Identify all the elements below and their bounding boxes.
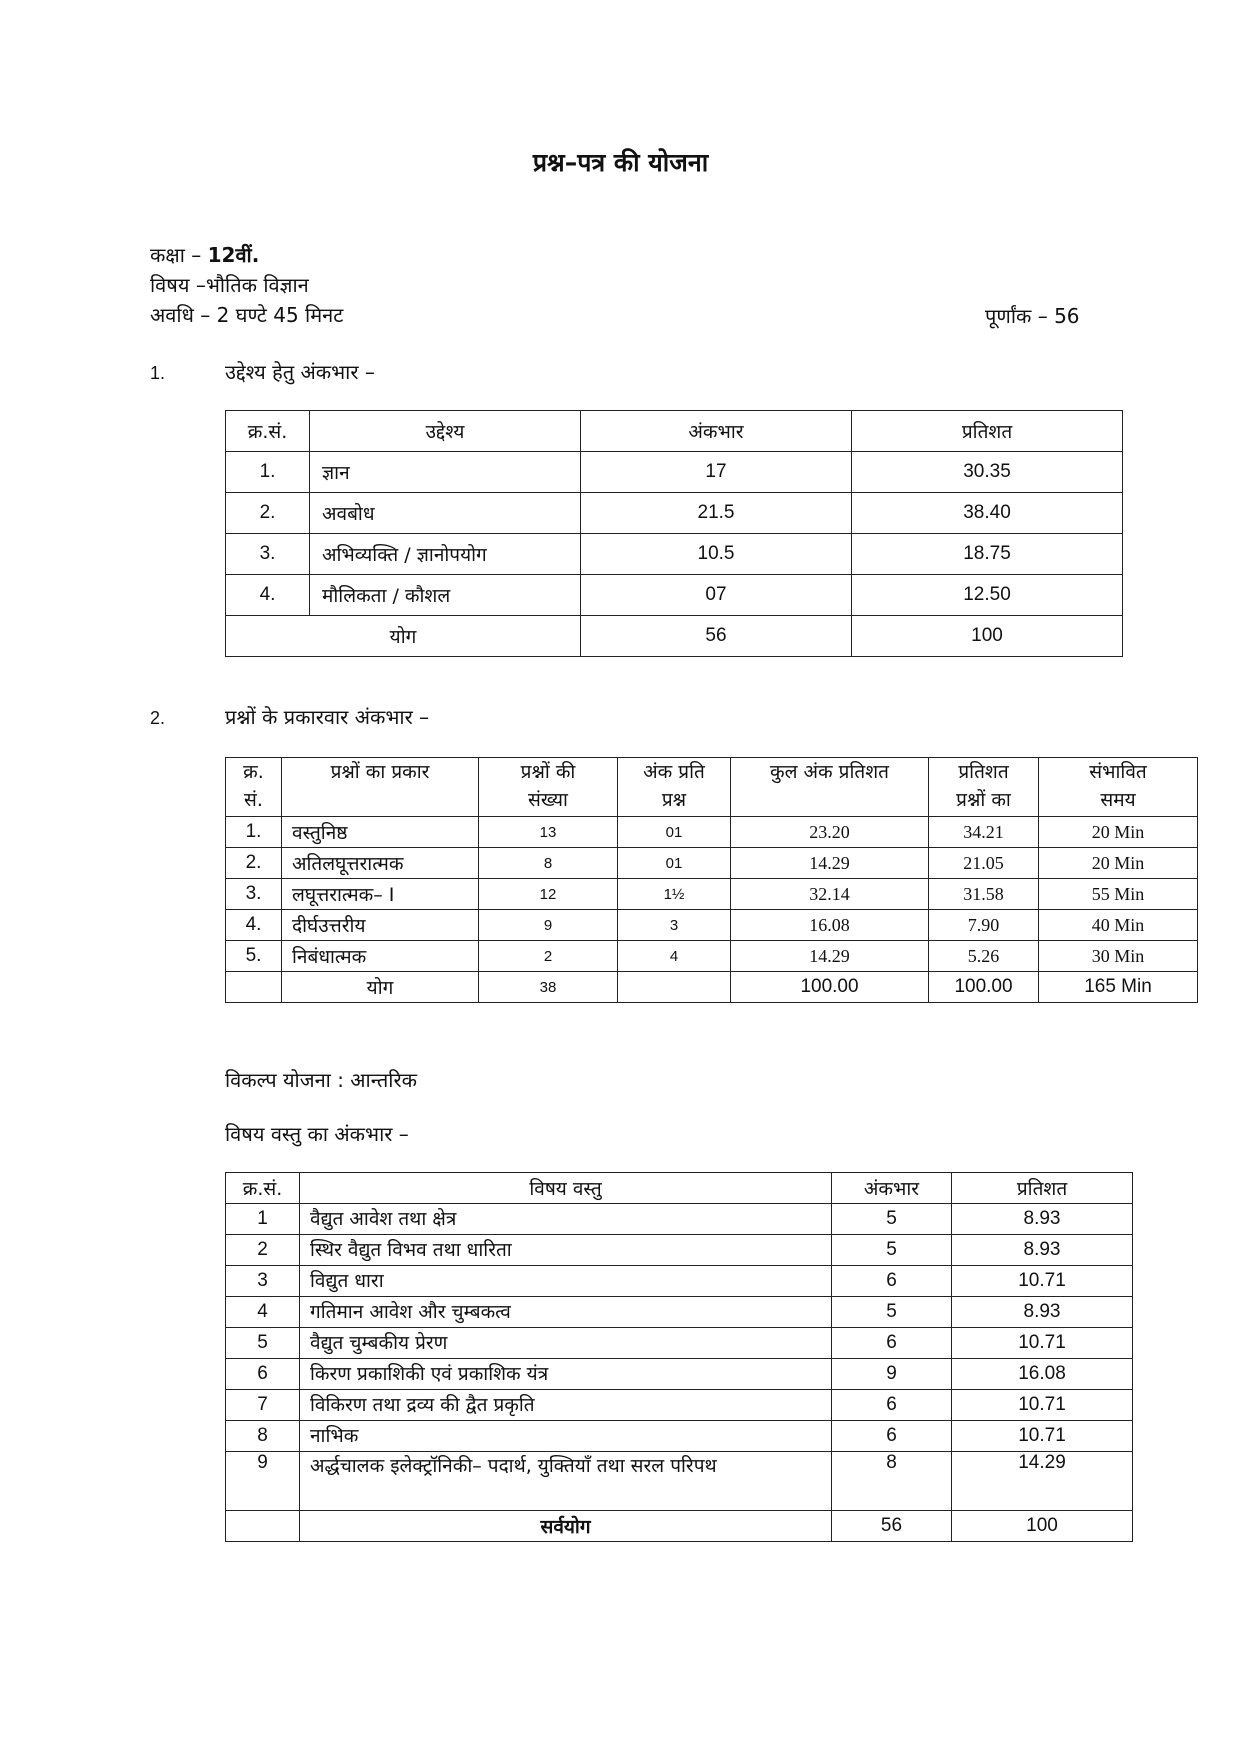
row-marks-per-question: 1½ — [618, 879, 731, 910]
row-marks: 17 — [581, 452, 852, 493]
row-total-marks-percent: 14.29 — [731, 848, 929, 879]
row-sno: 1. — [226, 817, 282, 848]
row-question-count: 2 — [479, 941, 618, 972]
table-row — [226, 575, 1123, 616]
class-line — [150, 240, 259, 270]
row-topic: वैद्युत चुम्बकीय प्रेरण — [300, 1328, 832, 1359]
row-sno: 1 — [226, 1204, 300, 1235]
row-question-percent: 5.26 — [929, 941, 1039, 972]
row-question-percent: 34.21 — [929, 817, 1039, 848]
row-marks-per-question: 01 — [618, 817, 731, 848]
header-marks: अंकभार — [581, 411, 852, 452]
row-expected-time: 20 Min — [1039, 848, 1198, 879]
question-type-table — [225, 757, 1198, 1003]
table-row — [226, 1235, 1133, 1266]
row-marks: 07 — [581, 575, 852, 616]
row-sno: 3. — [226, 879, 282, 910]
total-percent: 100 — [852, 616, 1123, 657]
section1-number: 1. — [150, 363, 166, 383]
row-marks: 6 — [832, 1421, 952, 1452]
header-sno: क्र. सं. — [226, 758, 282, 817]
table-total-row — [226, 616, 1123, 657]
row-percent: 14.29 — [952, 1452, 1133, 1511]
table-row — [226, 879, 1198, 910]
row-total-marks-percent: 16.08 — [731, 910, 929, 941]
row-question-percent: 21.05 — [929, 848, 1039, 879]
row-question-type: वस्तुनिष्ठ — [282, 817, 479, 848]
row-percent: 8.93 — [952, 1235, 1133, 1266]
table-row — [226, 493, 1123, 534]
row-topic: नाभिक — [300, 1421, 832, 1452]
row-question-percent: 31.58 — [929, 879, 1039, 910]
table-row — [226, 910, 1198, 941]
class-value: 12वीं. — [207, 243, 260, 267]
row-percent: 8.93 — [952, 1297, 1133, 1328]
row-question-count: 13 — [479, 817, 618, 848]
total-sno-empty — [226, 972, 282, 1003]
row-sno: 4 — [226, 1297, 300, 1328]
row-objective: अभिव्यक्ति / ज्ञानोपयोग — [310, 534, 581, 575]
row-topic: वैद्युत आवेश तथा क्षेत्र — [300, 1204, 832, 1235]
header-total-marks-percent: कुल अंक प्रतिशत — [731, 758, 929, 817]
total-question-count: 38 — [479, 972, 618, 1003]
row-sno: 6 — [226, 1359, 300, 1390]
header-topic: विषय वस्तु — [300, 1173, 832, 1204]
header-question-percent: प्रतिशत प्रश्नों का — [929, 758, 1039, 817]
header-sno: क्र.सं. — [226, 411, 310, 452]
row-sno: 1. — [226, 452, 310, 493]
row-topic: अर्द्धचालक इलेक्ट्रॉनिकी– पदार्थ, युक्तियाँ तथा सरल परिपथ — [300, 1452, 832, 1511]
row-sno: 7 — [226, 1390, 300, 1421]
table-row — [226, 1204, 1133, 1235]
row-percent: 12.50 — [852, 575, 1123, 616]
table-header-row — [226, 411, 1123, 452]
objective-weightage-table — [225, 410, 1123, 657]
header-marks-per-question: अंक प्रति प्रश्न — [618, 758, 731, 817]
row-marks: 5 — [832, 1297, 952, 1328]
table-total-row — [226, 1511, 1133, 1542]
row-total-marks-percent: 23.20 — [731, 817, 929, 848]
table-row — [226, 1328, 1133, 1359]
row-objective: ज्ञान — [310, 452, 581, 493]
total-question-percent: 100.00 — [929, 972, 1039, 1003]
row-marks: 6 — [832, 1390, 952, 1421]
row-marks: 9 — [832, 1359, 952, 1390]
row-question-percent: 7.90 — [929, 910, 1039, 941]
row-marks: 21.5 — [581, 493, 852, 534]
row-expected-time: 30 Min — [1039, 941, 1198, 972]
row-sno: 2. — [226, 493, 310, 534]
row-percent: 10.71 — [952, 1328, 1133, 1359]
row-sno: 4. — [226, 575, 310, 616]
row-question-type: अतिलघूत्तरात्मक — [282, 848, 479, 879]
row-objective: मौलिकता / कौशल — [310, 575, 581, 616]
table-header-row — [226, 758, 1198, 817]
row-expected-time: 20 Min — [1039, 817, 1198, 848]
row-question-type: लघूत्तरात्मक– I — [282, 879, 479, 910]
total-marks-per-question-empty — [618, 972, 731, 1003]
header-objective: उद्देश्य — [310, 411, 581, 452]
total-marks: 56 — [832, 1511, 952, 1542]
row-sno: 3. — [226, 534, 310, 575]
table-row — [226, 1452, 1133, 1511]
header-percent: प्रतिशत — [952, 1173, 1133, 1204]
row-marks-per-question: 01 — [618, 848, 731, 879]
row-topic: विद्युत धारा — [300, 1266, 832, 1297]
table-row — [226, 1359, 1133, 1390]
class-label: कक्षा – — [150, 243, 208, 267]
row-topic: विकिरण तथा द्रव्य की द्वैत प्रकृति — [300, 1390, 832, 1421]
row-percent: 16.08 — [952, 1359, 1133, 1390]
row-topic: किरण प्रकाशिकी एवं प्रकाशिक यंत्र — [300, 1359, 832, 1390]
table-row — [226, 534, 1123, 575]
table-row — [226, 817, 1198, 848]
content-weightage-table — [225, 1172, 1133, 1542]
table-row — [226, 1390, 1133, 1421]
row-percent: 30.35 — [852, 452, 1123, 493]
row-total-marks-percent: 32.14 — [731, 879, 929, 910]
section2-heading: प्रश्नों के प्रकारवार अंकभार – — [225, 705, 430, 729]
table-row — [226, 1421, 1133, 1452]
full-marks: पूर्णांक – 56 — [985, 304, 1080, 328]
table-row — [226, 848, 1198, 879]
row-expected-time: 40 Min — [1039, 910, 1198, 941]
row-sno: 2 — [226, 1235, 300, 1266]
row-marks: 6 — [832, 1266, 952, 1297]
table-row — [226, 452, 1123, 493]
row-sno: 5 — [226, 1328, 300, 1359]
table-row — [226, 1266, 1133, 1297]
section1-heading: उद्देश्य हेतु अंकभार – — [225, 360, 375, 384]
section2-number: 2. — [150, 708, 166, 728]
header-expected-time: संभावित समय — [1039, 758, 1198, 817]
section3-heading: विषय वस्तु का अंकभार – — [225, 1122, 409, 1146]
row-percent: 10.71 — [952, 1421, 1133, 1452]
row-percent: 18.75 — [852, 534, 1123, 575]
row-question-count: 12 — [479, 879, 618, 910]
row-sno: 5. — [226, 941, 282, 972]
option-scheme: विकल्प योजना : आन्तरिक — [225, 1068, 418, 1092]
row-sno: 8 — [226, 1421, 300, 1452]
total-label: योग — [226, 616, 581, 657]
table-total-row — [226, 972, 1198, 1003]
row-topic: गतिमान आवेश और चुम्बकत्व — [300, 1297, 832, 1328]
table-header-row — [226, 1173, 1133, 1204]
row-percent: 38.40 — [852, 493, 1123, 534]
row-percent: 10.71 — [952, 1390, 1133, 1421]
total-expected-time: 165 Min — [1039, 972, 1198, 1003]
row-marks: 8 — [832, 1452, 952, 1511]
row-objective: अवबोध — [310, 493, 581, 534]
total-label: योग — [282, 972, 479, 1003]
row-sno: 4. — [226, 910, 282, 941]
row-total-marks-percent: 14.29 — [731, 941, 929, 972]
row-question-type: दीर्घउत्तरीय — [282, 910, 479, 941]
total-marks-percent: 100.00 — [731, 972, 929, 1003]
row-question-type: निबंधात्मक — [282, 941, 479, 972]
table-row — [226, 1297, 1133, 1328]
row-percent: 8.93 — [952, 1204, 1133, 1235]
row-marks-per-question: 3 — [618, 910, 731, 941]
header-question-count: प्रश्नों की संख्या — [479, 758, 618, 817]
row-question-count: 8 — [479, 848, 618, 879]
header-marks: अंकभार — [832, 1173, 952, 1204]
header-sno: क्र.सं. — [226, 1173, 300, 1204]
total-marks: 56 — [581, 616, 852, 657]
row-question-count: 9 — [479, 910, 618, 941]
header-question-type: प्रश्नों का प्रकार — [282, 758, 479, 817]
row-sno: 3 — [226, 1266, 300, 1297]
row-marks: 6 — [832, 1328, 952, 1359]
row-marks: 5 — [832, 1204, 952, 1235]
row-expected-time: 55 Min — [1039, 879, 1198, 910]
row-percent: 10.71 — [952, 1266, 1133, 1297]
total-label: सर्वयोग — [300, 1511, 832, 1542]
table-row — [226, 941, 1198, 972]
row-marks-per-question: 4 — [618, 941, 731, 972]
row-sno: 9 — [226, 1452, 300, 1511]
row-topic: स्थिर वैद्युत विभव तथा धारिता — [300, 1235, 832, 1266]
header-percent: प्रतिशत — [852, 411, 1123, 452]
row-marks: 5 — [832, 1235, 952, 1266]
duration-line: अवधि – 2 घण्टे 45 मिनट — [150, 303, 344, 327]
subject-line: विषय –भौतिक विज्ञान — [150, 273, 309, 297]
total-sno-empty — [226, 1511, 300, 1542]
row-marks: 10.5 — [581, 534, 852, 575]
total-percent: 100 — [952, 1511, 1133, 1542]
row-sno: 2. — [226, 848, 282, 879]
page-title: प्रश्न–पत्र की योजना — [532, 148, 709, 177]
